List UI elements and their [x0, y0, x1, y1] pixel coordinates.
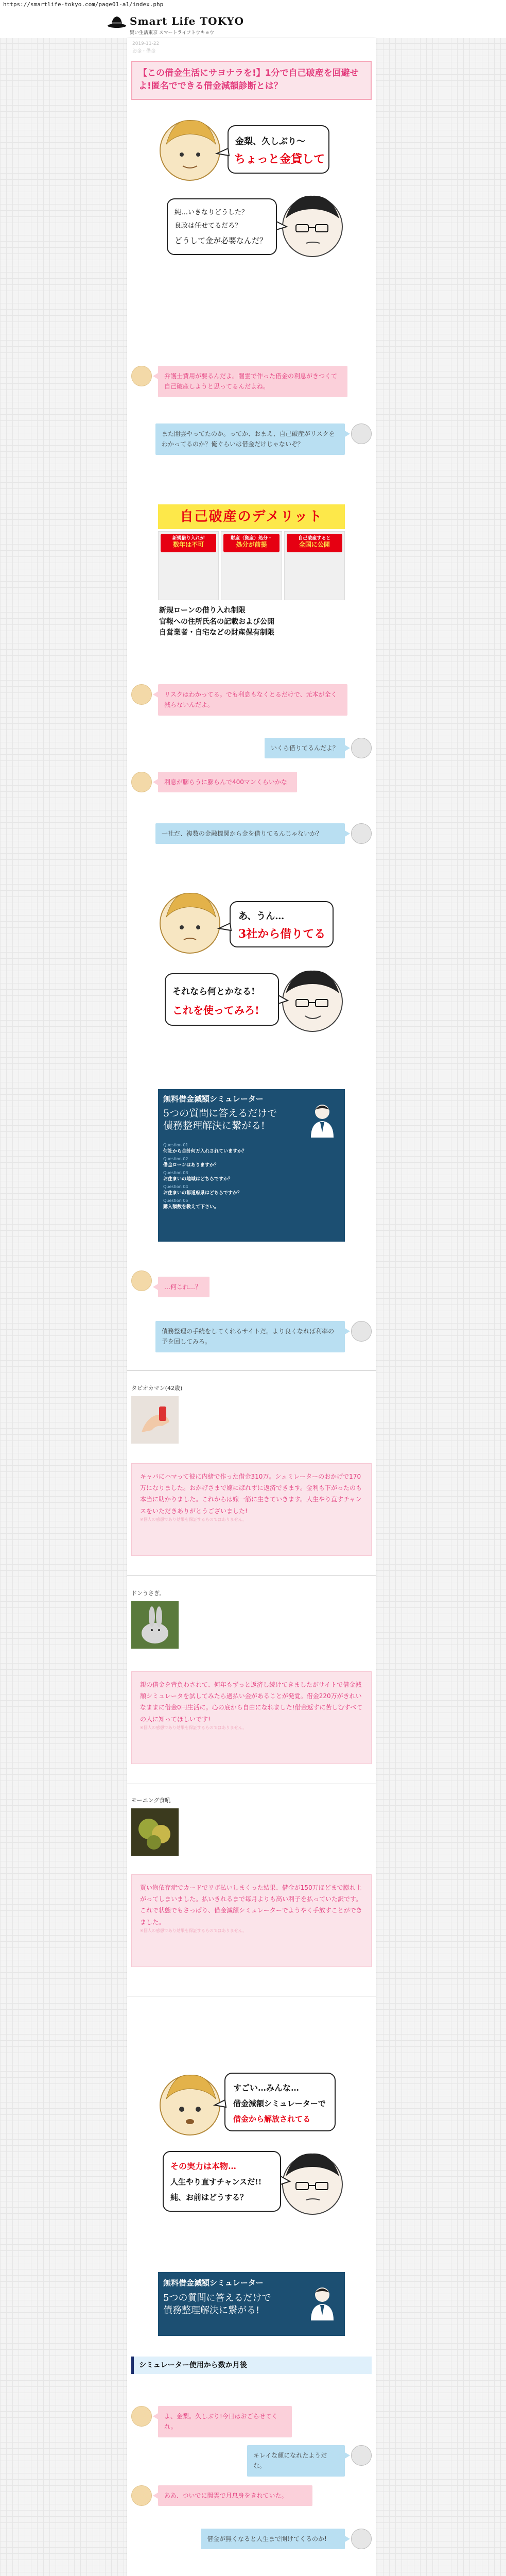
- manga2-blonde-line1: あ、うん…: [238, 911, 285, 922]
- question-text: お住まいの都道府県はどちらですか？: [163, 1190, 242, 1196]
- manga2-glasses-line1: それなら何とかなる!: [172, 987, 255, 997]
- simulator-subtitle: 5つの質問に答えるだけで: [163, 2293, 271, 2303]
- manga1-glasses-line3: どうして金が必要なんだ？: [175, 236, 268, 245]
- chat-row: [131, 2529, 372, 2549]
- demerit-cell: [158, 531, 219, 600]
- simulator-banner[interactable]: [158, 2272, 345, 2336]
- avatar-blonde-icon: [131, 2406, 152, 2427]
- question-text: お住まいの地域はどちらですか？: [163, 1176, 233, 1182]
- review-photo-hand-icon: [131, 1396, 179, 1444]
- demerit-item: 自営業者・自宅などの財産保有制限: [159, 629, 274, 637]
- blonde-character-icon: [160, 121, 220, 180]
- simulator-title: 無料借金減額シミュレーター: [163, 1094, 264, 1104]
- chat-row: [131, 2406, 372, 2431]
- manga3-glasses-line2: 人生やり直すチャンスだ!!: [170, 2177, 262, 2187]
- article-category[interactable]: お金・借金: [132, 49, 156, 54]
- question-list: [163, 1143, 247, 1210]
- simulator-banner[interactable]: [158, 1089, 345, 1242]
- chat-bubble: 借金が無くなると人生まで開けてくるのか!: [201, 2529, 345, 2549]
- manga1-glasses-line1: 純…いきなりどうした？: [175, 209, 249, 216]
- blonde-character-icon: [160, 2075, 220, 2135]
- demerit-image: [158, 504, 345, 650]
- chat-bubble: …何これ…？: [158, 1277, 210, 1297]
- avatar-blonde-icon: [131, 2485, 152, 2506]
- manga2-glasses-line2: これを使ってみろ!: [172, 1004, 259, 1016]
- divider: [127, 1370, 376, 1371]
- blonde-character-icon: [160, 893, 220, 953]
- chat-bubble: 一社だ、複数の金融機関から金を借りてるんじゃないか？: [155, 823, 345, 844]
- chat-bubble: いくら借りてるんだよ？: [265, 738, 345, 758]
- review-name: タピオカマン(42歳): [131, 1385, 183, 1392]
- chat-bubble: よ、金梨。久しぶり!今日はおごらせてくれ。: [158, 2406, 292, 2437]
- demerit-item: 新規ローンの借り入れ制限: [159, 606, 246, 615]
- avatar-glasses-icon: [351, 1321, 372, 1342]
- chat-row: [131, 823, 372, 856]
- chat-row: [131, 684, 372, 717]
- simulator-subtitle: 債務整理解決に繋がる!: [163, 2305, 260, 2316]
- manga1-blonde-line1: 金梨、久しぶり～: [235, 137, 305, 147]
- divider: [127, 1575, 376, 1576]
- avatar-blonde-icon: [131, 684, 152, 705]
- review-photo-plant-icon: [131, 1808, 179, 1856]
- manga1-blonde-line2: ちょっと金貸して: [234, 152, 325, 166]
- review-box: [131, 1463, 372, 1556]
- glasses-character-icon: [283, 2154, 342, 2214]
- manga1-glasses-line2: 良政は任せてるだろ？: [175, 222, 242, 230]
- section-heading: シミュレーター使用から数か月後: [131, 2357, 372, 2374]
- demerit-cell: [221, 531, 282, 600]
- question-number: Question 03: [163, 1170, 188, 1175]
- advisor-icon: [306, 1101, 339, 1138]
- review-text: キャバにハマって彼に内緒で作った借金310万。シュミレーターのおかげで170万になりました。おかげさまで嫁にばれずに返済できます。金利も下がったのも本当に助かりました。これからは嫁一筋に生きていきます。人生やり直すチャンスをいただきありがとうございました!: [140, 1473, 362, 1515]
- question-text: 購入額数を教えて下さい。: [163, 1204, 219, 1210]
- avatar-blonde-icon: [131, 1270, 152, 1291]
- question-text: 借金ローンはありますか？: [163, 1162, 219, 1168]
- demerit-badge: 財産（資産）処分・ 処分が前提: [223, 534, 279, 552]
- browser-url: https://smartlife-tokyo.com/page01-a1/index.php: [0, 0, 506, 9]
- chat-bubble: 弁護士費用が要るんだよ。闇雲で作った借金の利息がきつくて自己破産しようと思ってるんだよね。: [158, 366, 347, 397]
- demerit-badge: 新規借り入れが 数年は不可: [161, 534, 216, 552]
- manga3-blonde-line3: 借金から解放されてる: [233, 2114, 311, 2124]
- manga2-blonde-line2: 3社から借りてる: [238, 927, 326, 941]
- avatar-glasses-icon: [351, 2529, 372, 2549]
- review-name: ドンうさぎ。: [131, 1590, 165, 1597]
- site-header: [0, 9, 506, 38]
- question-number: Question 02: [163, 1156, 188, 1161]
- review-note: ※個人の感想であり効果を保証するものではありません。: [140, 1517, 247, 1522]
- demerit-cell: [284, 531, 345, 600]
- chat-bubble: ああ、ついでに闇雲で月息身をきれていた。: [158, 2485, 312, 2506]
- chat-row: [131, 2445, 372, 2470]
- review-name: モーニング食吼: [131, 1797, 171, 1804]
- glasses-character-icon: [283, 196, 342, 257]
- review-text: 買い物依存症でカードでリボ払いしまくった結果、借金が150万ほどまで膨れ上がってしまいました。払いきれるまで毎月よりも高い利子を払っていた訳です。これで状態でもさっぱり、借金減額シミュレーターでようやく手放すことができました。: [140, 1884, 362, 1926]
- chat-row: [131, 738, 372, 758]
- review-photo-rabbit-icon: [131, 1601, 179, 1649]
- article-paper: [127, 38, 376, 2576]
- chat-bubble: リスクはわかってる。でも利息もなくとるだけで、元本が全く減らないんだよ。: [158, 684, 347, 716]
- question-number: Question 01: [163, 1143, 188, 1147]
- glasses-character-icon: [283, 971, 342, 1031]
- manga-panel-1: [158, 108, 345, 278]
- avatar-glasses-icon: [351, 823, 372, 844]
- demerit-badge: 自己破産すると 全国に公開: [287, 534, 342, 552]
- chat-row: [131, 772, 372, 792]
- question-number: Question 04: [163, 1184, 188, 1189]
- question-number: Question 05: [163, 1198, 188, 1203]
- avatar-blonde-icon: [131, 366, 152, 386]
- simulator-title: 無料借金減額シミュレーター: [163, 2278, 264, 2287]
- question-text: 何社から合計何万入れされていますか？: [163, 1148, 247, 1154]
- manga3-blonde-line1: すごい…みんな…: [233, 2083, 300, 2093]
- chat-row: [131, 1270, 372, 1291]
- article-date: 2019-11-22: [132, 41, 160, 46]
- manga-panel-2: [158, 881, 345, 1051]
- chat-row: [131, 423, 372, 470]
- site-tagline: 賢い生活東京 スマートライフトウキョウ: [130, 30, 215, 36]
- chat-row: [131, 1321, 372, 1354]
- review-text: 親の借金を背負わされて、何年もずっと返済し続けてきましたがサイトで借金減額シミュレータを試してみたら過払い金があることが発覚。借金220万がきれいなままに借金0円生活に。心の底から自由になれました!借金返すに苦しむすべての人に知ってほしいです!: [140, 1681, 363, 1723]
- demerit-banner: 自己破産のデメリット: [158, 504, 345, 529]
- chat-bubble: また闇雲やってたのか。ってか、おまえ、自己破産がリスクをわかってるのか？俺ぐらいは借金だけじゃないぞ？: [155, 423, 345, 455]
- review-box: [131, 1874, 372, 1967]
- demerit-grid: [158, 531, 345, 600]
- review-note: ※個人の感想であり効果を保証するものではありません。: [140, 1928, 247, 1933]
- article-title-box: [131, 61, 372, 100]
- chat-row: [131, 366, 372, 399]
- simulator-subtitle: 債務整理解決に繋がる!: [163, 1120, 265, 1131]
- chat-bubble: 債務整理の手続をしてくれるサイトだ。より良くなれば利率の予を回してみろ。: [155, 1321, 345, 1352]
- site-logo[interactable]: [107, 14, 244, 28]
- manga3-glasses-line3: 純、お前はどうする？: [170, 2193, 248, 2202]
- avatar-glasses-icon: [351, 738, 372, 758]
- article-title: 【この借金生活にサヨナラを!】1分で自己破産を回避せよ!匿名でできる借金減額診断とは？: [138, 68, 359, 91]
- demerit-item: 官報への住所氏名の記載および公開: [159, 617, 274, 626]
- chat-row: [131, 2485, 372, 2506]
- manga-panel-3: [158, 2063, 345, 2233]
- simulator-subtitle: 5つの質問に答えるだけで: [163, 1108, 277, 1119]
- avatar-glasses-icon: [351, 423, 372, 444]
- review-note: ※個人の感想であり効果を保証するものではありません。: [140, 1725, 247, 1730]
- manga3-blonde-line2: 借金減額シミュレーターで: [233, 2099, 326, 2108]
- avatar-glasses-icon: [351, 2445, 372, 2466]
- demerit-list: [159, 605, 274, 639]
- review-box: [131, 1671, 372, 1764]
- avatar-blonde-icon: [131, 772, 152, 792]
- site-title: Smart Life TOKYO: [130, 15, 245, 27]
- hat-icon: [107, 14, 127, 28]
- chat-bubble: キレイな顔になれたようだな。: [247, 2445, 345, 2477]
- manga3-glasses-line1: その実力は本物…: [170, 2161, 237, 2171]
- advisor-icon: [306, 2284, 339, 2320]
- chat-bubble: 利息が膨らうに膨らんで400マンくらいかな: [158, 772, 297, 792]
